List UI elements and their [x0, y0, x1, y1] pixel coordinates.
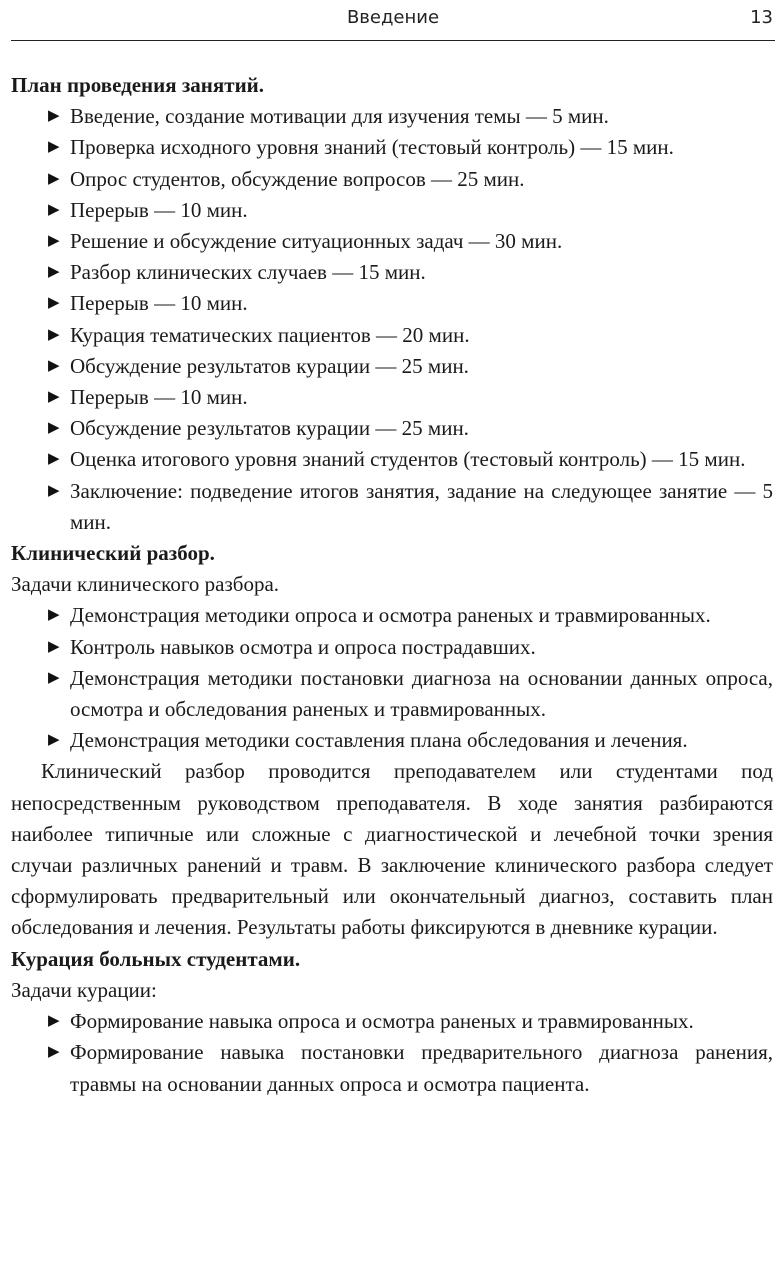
list-item: [48, 226, 773, 257]
list-item: [48, 632, 773, 663]
triangle-bullet-icon: ▶: [48, 264, 60, 281]
list-item: [48, 164, 773, 195]
list-item: [48, 382, 773, 413]
triangle-bullet-icon: ▶: [48, 451, 60, 468]
list-item: [48, 476, 773, 538]
clinical-tasks-list: [11, 600, 773, 756]
triangle-bullet-icon: ▶: [48, 389, 60, 406]
triangle-bullet-icon: ▶: [48, 732, 60, 749]
list-item: [48, 663, 773, 725]
list-item-text: Контроль навыков осмотра и опроса пострадавших.: [70, 634, 536, 659]
triangle-bullet-icon: ▶: [48, 201, 60, 218]
list-item-text: Перерыв — 10 мин.: [70, 291, 248, 316]
list-item: [48, 1037, 773, 1099]
triangle-bullet-icon: ▶: [48, 357, 60, 374]
triangle-bullet-icon: ▶: [48, 108, 60, 125]
section-heading-curation: Курация больных студентами.: [11, 946, 301, 971]
list-item: [48, 1006, 773, 1037]
list-item: [48, 101, 773, 132]
list-item-text: Формирование навыка постановки предварительного диагноза ранения, травмы на основании данных опроса и осмотра пациента.: [70, 1040, 773, 1096]
triangle-bullet-icon: ▶: [48, 482, 60, 499]
list-item-text: Введение, создание мотивации для изучения темы — 5 мин.: [70, 104, 609, 129]
list-item: [48, 351, 773, 382]
section-heading-clinical: Клинический разбор.: [11, 541, 215, 566]
list-item-text: Разбор клинических случаев — 15 мин.: [70, 260, 426, 285]
list-item: [48, 257, 773, 288]
list-item: [48, 320, 773, 351]
list-item-text: Обсуждение результатов курации — 25 мин.: [70, 416, 469, 441]
plan-list: [11, 101, 773, 538]
list-item-text: Демонстрация методики постановки диагноза на основании данных опроса, осмотра и обследования раненых и травмированных.: [70, 665, 773, 722]
list-item: [48, 132, 773, 163]
page-header: [11, 0, 775, 41]
triangle-bullet-icon: ▶: [48, 170, 60, 187]
list-item-text: Формирование навыка опроса и осмотра раненых и травмированных.: [70, 1009, 694, 1034]
list-item: [48, 195, 773, 226]
running-title: Введение: [346, 7, 440, 28]
list-item-text: Решение и обсуждение ситуационных задач — 30 мин.: [70, 229, 563, 254]
triangle-bullet-icon: ▶: [48, 669, 60, 686]
clinical-paragraph: Клинический разбор проводится преподавателем или студентами под непосредственным руководством преподавателя. В ходе занятия разбираются наиболее типичные или сложные с диагностической и лечебной точки зрения случаи различных ранений и травм. В заключение клинического разбора следует сформулировать предварительный или окончательный диагноз, составить план обследования и лечения. Результаты работы фиксируются в дневнике курации.: [11, 759, 773, 940]
triangle-bullet-icon: ▶: [48, 638, 60, 655]
list-item-text: Проверка исходного уровня знаний (тестовый контроль) — 15 мин.: [70, 135, 674, 160]
page-number: 13: [750, 7, 773, 28]
list-item: [48, 444, 773, 475]
list-item: [48, 413, 773, 444]
list-item-text: Демонстрация методики составления плана обследования и лечения.: [70, 728, 688, 753]
section-heading-plan: План проведения занятий.: [11, 73, 265, 97]
curation-intro: Задачи курации:: [11, 977, 157, 1002]
page-body: [11, 70, 773, 1100]
triangle-bullet-icon: ▶: [48, 139, 60, 156]
list-item: [48, 288, 773, 319]
triangle-bullet-icon: ▶: [48, 607, 60, 624]
list-item-text: Перерыв — 10 мин.: [70, 385, 248, 410]
triangle-bullet-icon: ▶: [48, 326, 60, 343]
triangle-bullet-icon: ▶: [48, 295, 60, 312]
triangle-bullet-icon: ▶: [48, 420, 60, 437]
list-item-text: Перерыв — 10 мин.: [70, 197, 248, 222]
list-item-text: Курация тематических пациентов — 20 мин.: [70, 322, 470, 347]
clinical-intro: Задачи клинического разбора.: [11, 572, 280, 597]
triangle-bullet-icon: ▶: [48, 233, 60, 250]
list-item: [48, 725, 773, 756]
triangle-bullet-icon: ▶: [48, 1013, 60, 1030]
list-item-text: Заключение: подведение итогов занятия, задание на следующее занятие — 5 мин.: [70, 478, 773, 534]
list-item-text: Обсуждение результатов курации — 25 мин.: [70, 353, 469, 378]
list-item-text: Опрос студентов, обсуждение вопросов — 25 мин.: [70, 166, 525, 191]
list-item-text: Оценка итогового уровня знаний студентов (тестовый контроль) — 15 мин.: [70, 447, 746, 472]
list-item-text: Демонстрация методики опроса и осмотра раненых и травмированных.: [70, 603, 711, 628]
list-item: [48, 600, 773, 631]
triangle-bullet-icon: ▶: [48, 1044, 60, 1061]
curation-tasks-list: [11, 1006, 773, 1100]
